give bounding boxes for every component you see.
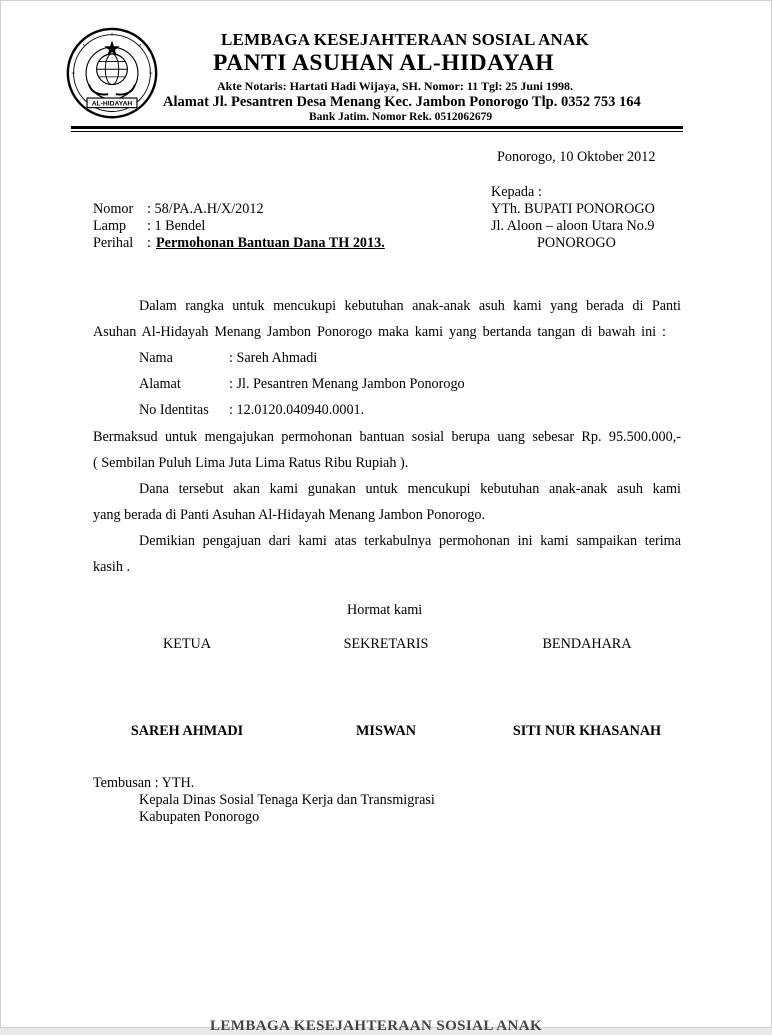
perihal-colon: : (147, 235, 151, 251)
field-label-no-identitas: No Identitas (139, 402, 209, 418)
letterhead-rule-thick (71, 126, 683, 129)
org-type-line: LEMBAGA KESEJAHTERAAN SOSIAL ANAK (221, 30, 589, 49)
signatory-bendahara: SITI NUR KHASANAH (512, 723, 662, 739)
signatory-ketua: SAREH AHMADI (130, 723, 244, 739)
notary-line: Akte Notaris: Hartati Hadi Wijaya, SH. Nomor: 11 Tgl: 25 Juni 1998. (217, 79, 574, 93)
tembusan-line-1: Kepala Dinas Sosial Tenaga Kerja dan Transmigrasi (139, 792, 435, 808)
address-line: Alamat Jl. Pesantren Desa Menang Kec. Jambon Ponorogo Tlp. 0352 753 164 (163, 94, 641, 110)
tembusan-label: Tembusan : YTH. (93, 775, 195, 791)
org-name-line: PANTI ASUHAN AL-HIDAYAH (213, 50, 555, 76)
letter-date: Ponorogo, 10 Oktober 2012 (497, 149, 656, 165)
role-bendahara: BENDAHARA (542, 636, 632, 652)
role-sekretaris: SEKRETARIS (343, 636, 429, 652)
recipient-line-3: PONOROGO (537, 235, 616, 251)
paragraph-1-line-2: Asuhan Al-Hidayah Menang Jambon Ponorogo maka kami yang bertanda tangan di bawah ini : (93, 324, 666, 340)
nomor-label: Nomor (93, 201, 134, 217)
nomor-value: : 58/PA.A.H/X/2012 (147, 201, 264, 217)
bank-line: Bank Jatim. Nomor Rek. 0512062679 (309, 111, 493, 123)
field-value-alamat: : Jl. Pesantren Menang Jambon Ponorogo (229, 376, 465, 392)
role-ketua: KETUA (162, 636, 212, 652)
organization-logo-icon (63, 27, 161, 123)
paragraph-2-line-2: ( Sembilan Puluh Lima Juta Lima Ratus Ribu Rupiah ). (93, 455, 409, 471)
closing-salutation: Hormat kami (347, 602, 423, 618)
signatory-sekretaris: MISWAN (356, 723, 416, 739)
lamp-label: Lamp (93, 218, 127, 234)
lamp-value: : 1 Bendel (147, 218, 206, 234)
perihal-value: Permohonan Bantuan Dana TH 2013. (156, 235, 385, 251)
paragraph-2-line-1: Bermaksud untuk mengajukan permohonan bantuan sosial berupa uang sebesar Rp. 95.500.000,- (93, 429, 681, 445)
recipient-label: Kepada : (491, 184, 542, 200)
field-value-no-identitas: : 12.0120.040940.0001. (229, 402, 365, 418)
recipient-line-1: YTh. BUPATI PONOROGO (491, 201, 655, 217)
recipient-line-2: Jl. Aloon – aloon Utara No.9 (491, 218, 655, 234)
paragraph-1-line-1: Dalam rangka untuk mencukupi kebutuhan anak-anak asuh kami yang berada di Panti (139, 298, 681, 314)
perihal-label: Perihal (93, 235, 134, 251)
paragraph-3-line-1: Dana tersebut akan kami gunakan untuk mencukupi kebutuhan anak-anak asuh kami (139, 481, 681, 497)
field-value-nama: : Sareh Ahmadi (229, 350, 318, 366)
paragraph-4-line-2: kasih . (93, 559, 131, 575)
field-label-nama: Nama (139, 350, 173, 366)
tembusan-line-2: Kabupaten Ponorogo (139, 809, 260, 825)
paragraph-4-line-1: Demikian pengajuan dari kami atas terkabulnya permohonan ini kami sampaikan terima (139, 533, 681, 549)
letterhead-rule-thin (71, 131, 683, 132)
logo-banner-text: AL-HIDAYAH (91, 100, 133, 108)
next-page-header-fragment: LEMBAGA KESEJAHTERAAN SOSIAL ANAK (210, 1018, 543, 1034)
field-label-alamat: Alamat (139, 376, 181, 392)
paragraph-3-line-2: yang berada di Panti Asuhan Al-Hidayah Menang Jambon Ponorogo. (93, 507, 486, 523)
